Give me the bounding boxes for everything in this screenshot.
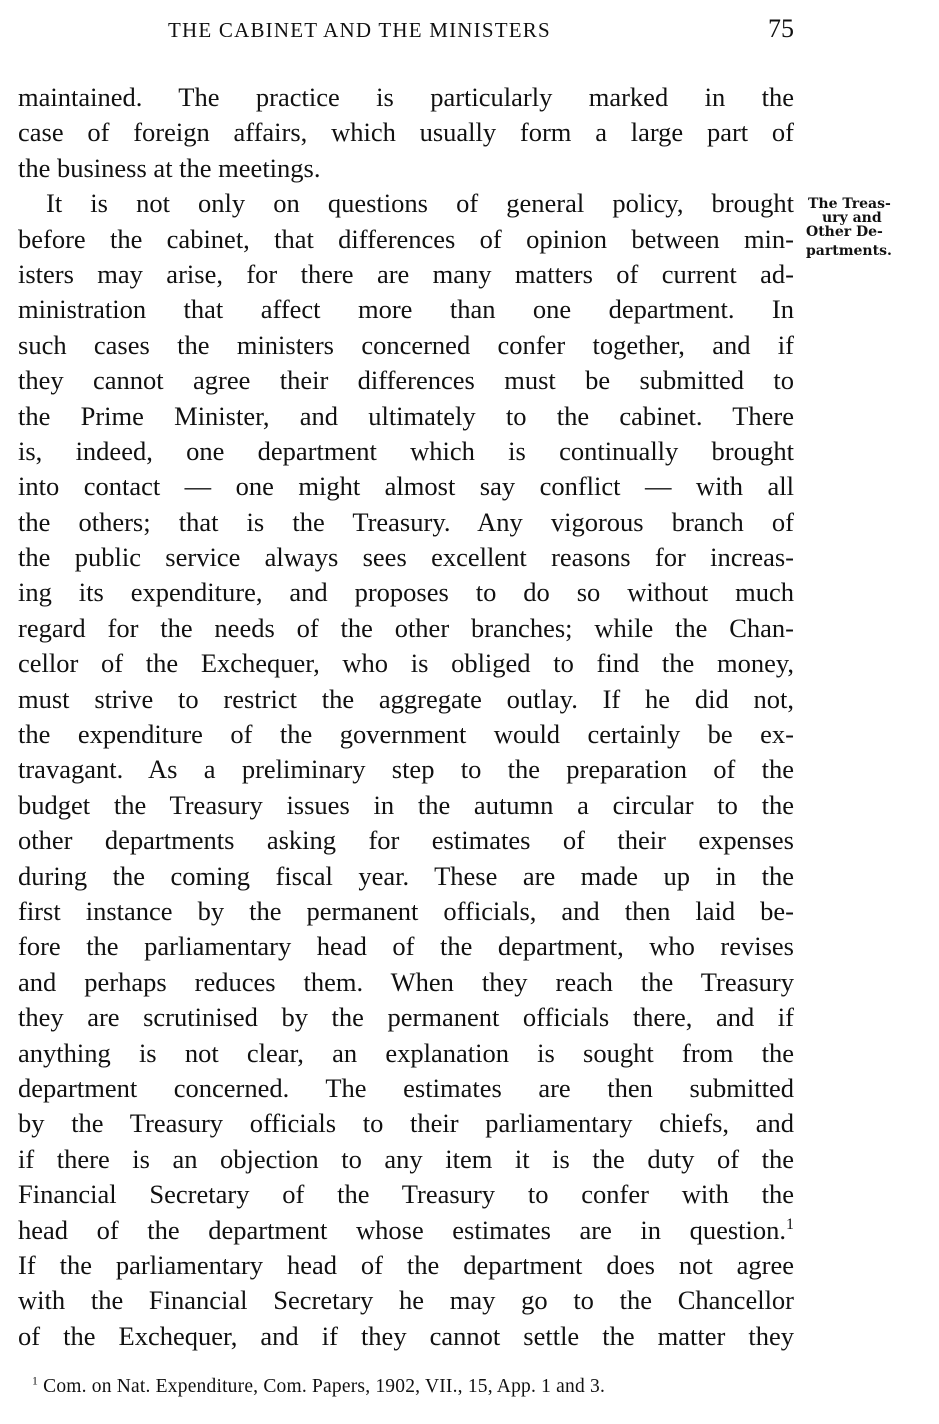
- text-line: ministration that affect more than one department. In: [18, 294, 794, 325]
- text-line: fore the parliamentary head of the department, who revises: [18, 931, 794, 962]
- text-line: regard for the needs of the other branches; while the Chan-: [18, 612, 794, 643]
- text-line: isters may arise, for there are many matters of current ad-: [18, 258, 794, 289]
- running-head: [18, 14, 796, 48]
- text-line: cellor of the Exchequer, who is obliged to find the money,: [18, 648, 794, 679]
- text-line: department concerned. The estimates are then submitted: [18, 1072, 794, 1103]
- paragraph-start-line: It is not only on questions of general policy, brought: [46, 188, 794, 219]
- text-line: before the cabinet, that differences of opinion between min-: [18, 223, 794, 254]
- text-line: If the parliamentary head of the department does not agree: [18, 1249, 794, 1280]
- text-line: maintained. The practice is particularly marked in the: [18, 82, 794, 112]
- footnote: [32, 1376, 605, 1398]
- footnote-text: Com. on Nat. Expenditure, Com. Papers, 1902, VII., 15, App. 1 and 3.: [43, 1376, 606, 1397]
- text-line: the public service always sees excellent reasons for increas-: [18, 542, 794, 573]
- text-line: travagant. As a preliminary step to the preparation of the: [18, 754, 794, 785]
- text-line: into contact — one might almost say conflict — with all: [18, 471, 794, 502]
- text-line: the business at the meetings.: [18, 152, 321, 183]
- text-line: during the coming fiscal year. These are made up in the: [18, 860, 794, 891]
- text-line: case of foreign affairs, which usually form a large part of: [18, 117, 794, 148]
- text-line-content: head of the department whose estimates are in question.: [18, 1214, 787, 1245]
- text-line: anything is not clear, an explanation is sought from the: [18, 1037, 794, 1068]
- text-line: and perhaps reduces them. When they reach the Treasury: [18, 966, 794, 997]
- text-line: must strive to restrict the aggregate outlay. If he did not,: [18, 683, 794, 714]
- sidenote-line: partments.: [806, 243, 892, 259]
- text-line-with-footnote: [18, 1213, 794, 1248]
- text-line: by the Treasury officials to their parliamentary chiefs, and: [18, 1108, 794, 1139]
- text-line: first instance by the permanent officials, and then laid be-: [18, 895, 794, 926]
- text-line: the Prime Minister, and ultimately to the cabinet. There: [18, 400, 794, 431]
- text-line: other departments asking for estimates of their expenses: [18, 825, 794, 856]
- sidenote-line: Other De-: [806, 224, 883, 240]
- body-text: [18, 80, 794, 1354]
- text-line: the others; that is the Treasury. Any vigorous branch of: [18, 506, 794, 537]
- text-line: is, indeed, one department which is continually brought: [18, 435, 794, 466]
- sidenote-line: ury and: [822, 210, 882, 226]
- text-line: ing its expenditure, and proposes to do so without much: [18, 577, 794, 608]
- footnote-marker: 1: [32, 1374, 39, 1388]
- marginal-sidenote: [806, 196, 934, 259]
- text-line: such cases the ministers concerned confer together, and if: [18, 329, 794, 360]
- text-line: budget the Treasury issues in the autumn a circular to the: [18, 789, 794, 820]
- text-line: the expenditure of the government would certainly be ex-: [18, 719, 794, 750]
- sidenote-line: The Treas-: [808, 196, 891, 212]
- text-line: with the Financial Secretary he may go to the Chancellor: [18, 1285, 794, 1316]
- text-line: if there is an objection to any item it is the duty of the: [18, 1143, 794, 1174]
- footnote-reference: 1: [786, 1215, 794, 1233]
- text-line: of the Exchequer, and if they cannot settle the matter they: [18, 1320, 794, 1351]
- running-title: THE CABINET AND THE MINISTERS: [168, 18, 551, 42]
- page-number: 75: [768, 14, 794, 43]
- text-line: Financial Secretary of the Treasury to confer with the: [18, 1179, 794, 1210]
- text-line: they are scrutinised by the permanent officials there, and if: [18, 1002, 794, 1033]
- text-line: they cannot agree their differences must be submitted to: [18, 365, 794, 396]
